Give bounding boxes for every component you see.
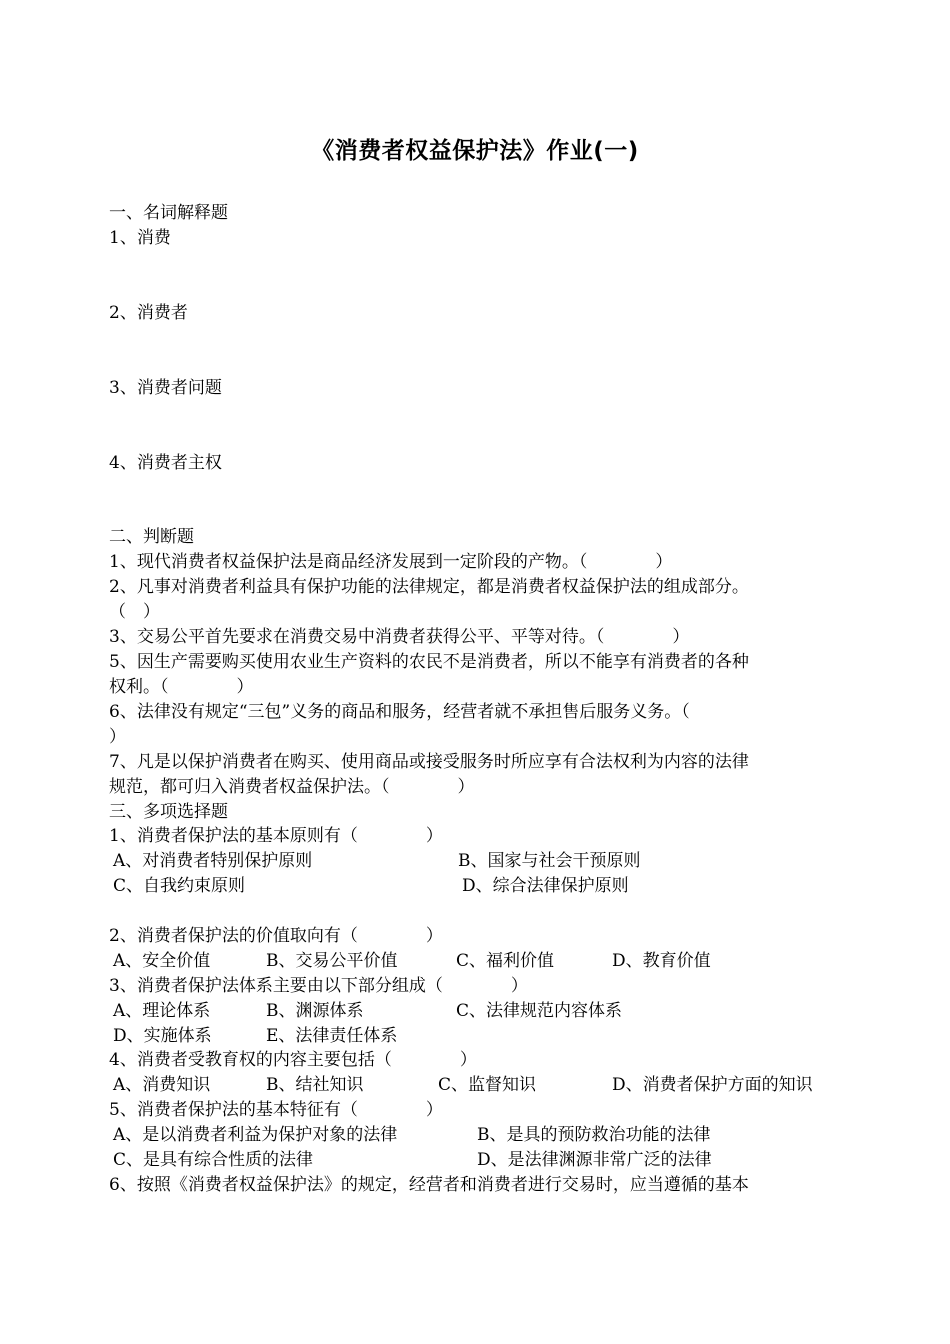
term-item-2: 2、消费者 <box>109 303 188 323</box>
judgment-q5-line1: 5、因生产需要购买使用农业生产资料的农民不是消费者，所以不能享有消费者的各种 <box>109 652 749 672</box>
section-heading-multiple-choice: 三、多项选择题 <box>109 802 228 822</box>
term-item-1: 1、消费 <box>109 228 171 248</box>
judgment-q7-line2: 规范，都可归入消费者权益保护法。（ ） <box>109 777 475 797</box>
mc-q3-option-b: B、渊源体系 <box>266 1001 364 1021</box>
mc-q3-option-d: D、实施体系 <box>113 1026 212 1046</box>
mc-q1: 1、消费者保护法的基本原则有（ ） <box>109 826 443 846</box>
mc-q1-option-d: D、综合法律保护原则 <box>462 876 629 896</box>
section-heading-judgment: 二、判断题 <box>109 527 194 547</box>
judgment-q6-line1: 6、法律没有规定“三包”义务的商品和服务，经营者就不承担售后服务义务。（ <box>109 702 690 722</box>
mc-q4-option-b: B、结社知识 <box>266 1075 364 1095</box>
term-item-3: 3、消费者问题 <box>109 378 222 398</box>
mc-q1-option-b: B、国家与社会干预原则 <box>458 851 641 871</box>
mc-q1-option-c: C、自我约束原则 <box>113 876 246 896</box>
judgment-q6-line2: ） <box>109 727 126 747</box>
document-title: 《消费者权益保护法》作业(一) <box>311 138 639 164</box>
judgment-q1: 1、现代消费者权益保护法是商品经济发展到一定阶段的产物。（ ） <box>109 552 673 572</box>
mc-q3: 3、消费者保护法体系主要由以下部分组成（ ） <box>109 976 528 996</box>
mc-q4-option-a: A、消费知识 <box>113 1075 211 1095</box>
judgment-q5-line2: 权利。（ ） <box>109 677 254 697</box>
mc-q3-option-a: A、理论体系 <box>113 1001 211 1021</box>
mc-q5-option-b: B、是具的预防救治功能的法律 <box>477 1125 711 1145</box>
judgment-q3: 3、交易公平首先要求在消费交易中消费者获得公平、平等对待。（ ） <box>109 627 690 647</box>
mc-q2-option-d: D、教育价值 <box>612 951 711 971</box>
mc-q4: 4、消费者受教育权的内容主要包括（ ） <box>109 1050 477 1070</box>
mc-q3-option-c: C、法律规范内容体系 <box>456 1001 623 1021</box>
mc-q3-option-e: E、法律责任体系 <box>266 1026 398 1046</box>
judgment-q2-line1: 2、凡事对消费者利益具有保护功能的法律规定，都是消费者权益保护法的组成部分。 <box>109 577 749 597</box>
mc-q5: 5、消费者保护法的基本特征有（ ） <box>109 1100 443 1120</box>
mc-q2-option-b: B、交易公平价值 <box>266 951 398 971</box>
mc-q2-option-c: C、福利价值 <box>456 951 555 971</box>
mc-q6-line1: 6、按照《消费者权益保护法》的规定，经营者和消费者进行交易时，应当遵循的基本 <box>109 1175 749 1195</box>
mc-q2-option-a: A、安全价值 <box>113 951 211 971</box>
judgment-q7-line1: 7、凡是以保护消费者在购买、使用商品或接受服务时所应享有合法权利为内容的法律 <box>109 752 749 772</box>
mc-q5-option-a: A、是以消费者利益为保护对象的法律 <box>113 1125 398 1145</box>
mc-q4-option-d: D、消费者保护方面的知识 <box>612 1075 813 1095</box>
mc-q5-option-c: C、是具有综合性质的法律 <box>113 1150 314 1170</box>
term-item-4: 4、消费者主权 <box>109 453 222 473</box>
mc-q5-option-d: D、是法律渊源非常广泛的法律 <box>477 1150 712 1170</box>
judgment-q2-line2: （ ） <box>109 602 160 622</box>
mc-q2: 2、消费者保护法的价值取向有（ ） <box>109 926 443 946</box>
mc-q4-option-c: C、监督知识 <box>438 1075 537 1095</box>
mc-q1-option-a: A、对消费者特别保护原则 <box>113 851 313 871</box>
section-heading-terms: 一、名词解释题 <box>109 203 228 223</box>
